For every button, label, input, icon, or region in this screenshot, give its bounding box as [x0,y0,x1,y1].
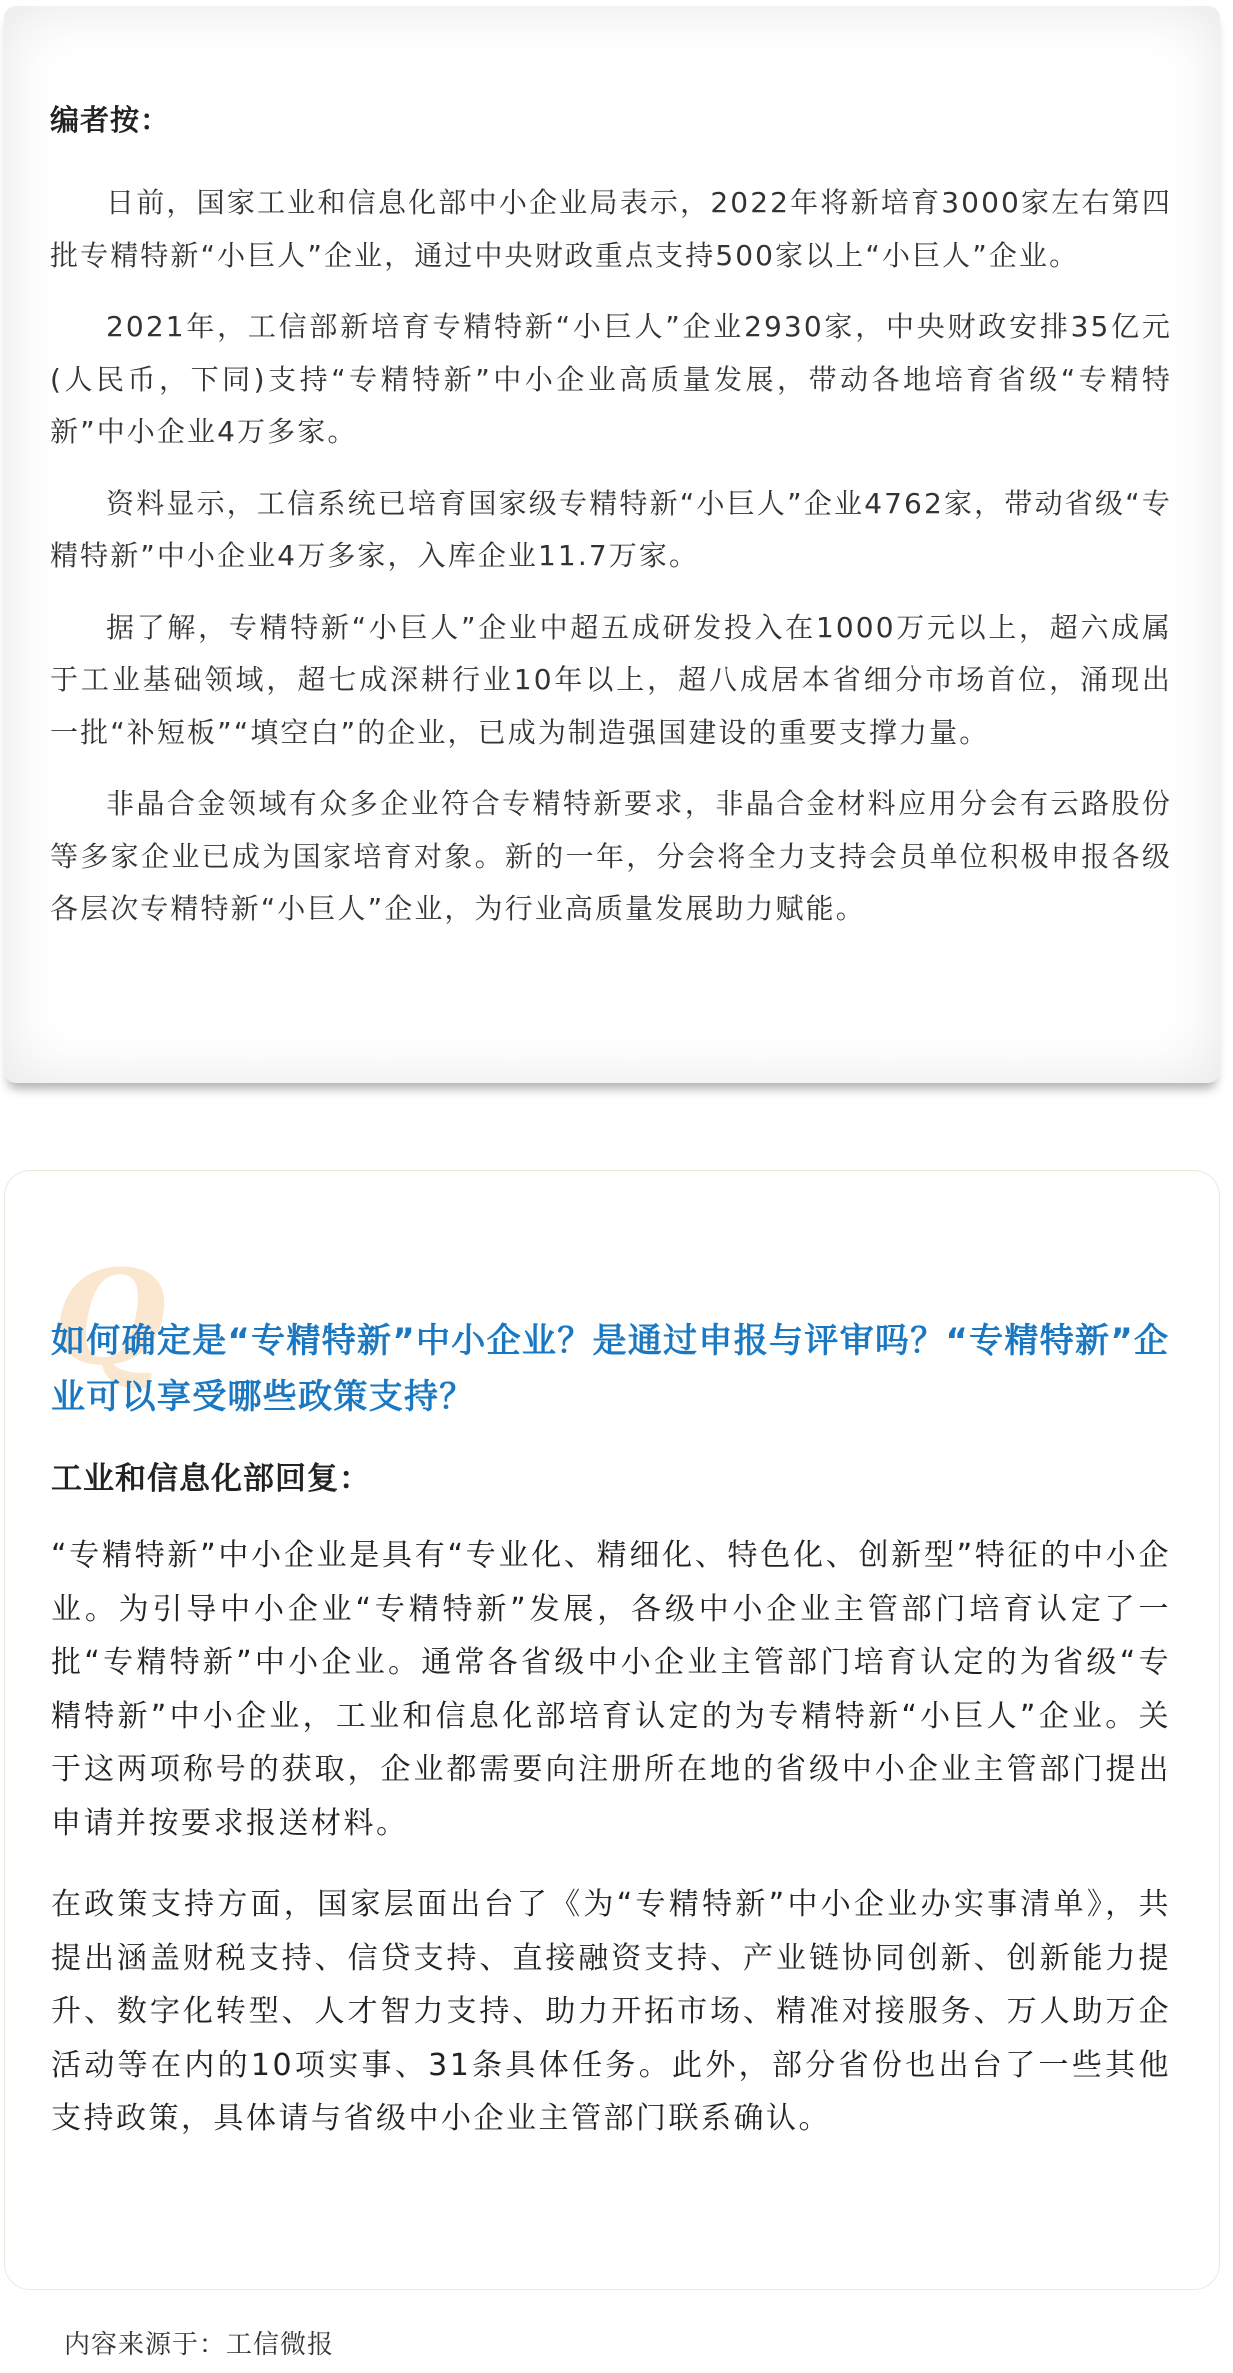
editor-note-paragraph: 2021年，工信部新培育专精特新“小巨人”企业2930家，中央财政安排35亿元(人民币，下同)支持“专精特新”中小企业高质量发展，带动各地培育省级“专精特新”中小企业4万多家。 [50,310,1172,448]
answer-paragraph: “专精特新”中小企业是具有“专业化、精细化、特色化、创新型”特征的中小企业。为引导中小企业“专精特新”发展，各级中小企业主管部门培育认定了一批“专精特新”中小企业。通常各省级中小企业主管部门培育认定的为省级“专精特新”中小企业，工业和信息化部培育认定的为专精特新“小巨人”企业。关于这两项称号的获取，企业都需要向注册所在地的省级中小企业主管部门提出申请并按要求报送材料。 [51,1538,1171,1841]
question-decoration: Q [53,1241,167,1394]
question-heading: 如何确定是“专精特新”中小企业？是通过申报与评审吗？“专精特新”企业可以享受哪些政策支持？ [51,1321,1170,1417]
editor-note-card [4,6,1220,1083]
editor-note-paragraph: 据了解，专精特新“小巨人”企业中超五成研发投入在1000万元以上，超六成属于工业基础领域，超七成深耕行业10年以上，超八成居本省细分市场首位，涌现出一批“补短板”“填空白”的企业，已成为制造强国建设的重要支撑力量。 [50,610,1172,749]
editor-note-title: 编者按： [50,103,171,137]
reply-title: 工业和信息化部回复： [51,1461,371,1497]
editor-note-paragraph: 资料显示，工信系统已培育国家级专精特新“小巨人”企业4762家，带动省级“专精特新”中小企业4万多家，入库企业11.7万家。 [50,486,1172,572]
editor-note-paragraph: 非晶合金领域有众多企业符合专精特新要求，非晶合金材料应用分会有云路股份等多家企业已成为国家培育对象。新的一年，分会将全力支持会员单位积极申报各级各层次专精特新“小巨人”企业，为行业高质量发展助力赋能。 [50,787,1172,925]
answer-paragraph: 在政策支持方面，国家层面出台了《为“专精特新”中小企业办实事清单》，共提出涵盖财税支持、信贷支持、直接融资支持、产业链协同创新、创新能力提升、数字化转型、人才智力支持、助力开拓市场、精准对接服务、万人助万企活动等在内的10项实事、31条具体任务。此外，部分省份也出台了一些其他支持政策，具体请与省级中小企业主管部门联系确认。 [51,1887,1171,2136]
qa-card [4,1170,1220,2290]
editor-note-paragraph: 日前，国家工业和信息化部中小企业局表示，2022年将新培育3000家左右第四批专精特新“小巨人”企业，通过中央财政重点支持500家以上“小巨人”企业。 [50,186,1172,272]
source-note: 内容来源于：工信微报 [64,2330,335,2360]
